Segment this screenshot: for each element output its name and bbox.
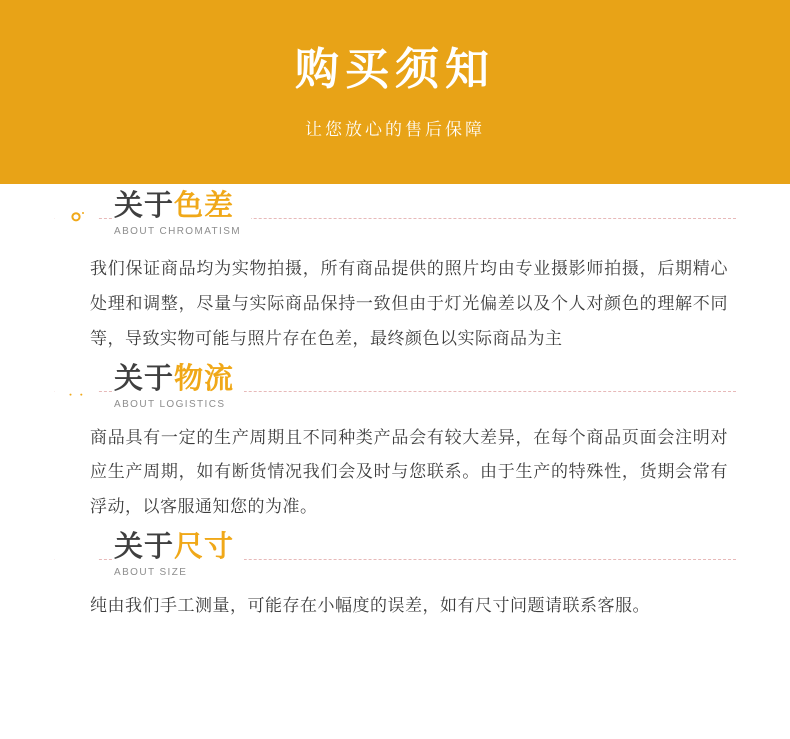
- camera-icon: [54, 194, 98, 238]
- section-body: 纯由我们手工测量，可能存在小幅度的误差，如有尺寸问题请联系客服。: [90, 596, 650, 616]
- page-banner: [0, 0, 790, 184]
- notice-sections: [0, 190, 790, 624]
- section-title: [114, 531, 234, 564]
- heart-icon: [54, 535, 98, 579]
- page-subtitle: 让您放心的售后保障: [305, 119, 485, 139]
- section-header: [54, 531, 736, 579]
- section-title-block: [114, 190, 251, 237]
- section-title-highlight: 色差: [174, 190, 235, 222]
- section-header: [54, 190, 736, 238]
- section-header: [54, 363, 736, 411]
- section-title-block: [114, 363, 244, 410]
- section-title-prefix: 关于: [114, 531, 175, 564]
- page-title: 购买须知: [295, 45, 495, 95]
- section-title-highlight: 物流: [174, 362, 235, 395]
- section-body: 商品具有一定的生产周期且不同种类产品会有较大差异，在每个商品页面会注明对应生产周期，如有断货情况我们会及时与您联系。由于生产的特殊性，货期会常有浮动，以客服通知您的为准。: [90, 427, 728, 517]
- section-body: 我们保证商品均为实物拍摄，所有商品提供的照片均由专业摄影师拍摄，后期精心处理和调整，尽量与实际商品保持一致但由于灯光偏差以及个人对颜色的理解不同等，导致实物可能与照片存在色差，最终颜色以实际商品为主: [90, 259, 728, 348]
- section-logistics: [0, 363, 790, 526]
- section-size: [0, 531, 790, 624]
- section-title: [114, 363, 234, 396]
- truck-icon: [54, 367, 98, 411]
- section-title-en: ABOUT SIZE: [114, 567, 188, 579]
- section-title: [114, 190, 241, 223]
- section-title-en: ABOUT CHROMATISM: [114, 226, 242, 238]
- section-title-prefix: 关于: [114, 362, 175, 395]
- section-title-block: [114, 531, 244, 578]
- section-title-prefix: 关于: [114, 190, 175, 222]
- section-title-highlight: 尺寸: [174, 531, 235, 564]
- section-chromatism: [0, 190, 790, 357]
- section-title-en: ABOUT LOGISTICS: [114, 398, 226, 410]
